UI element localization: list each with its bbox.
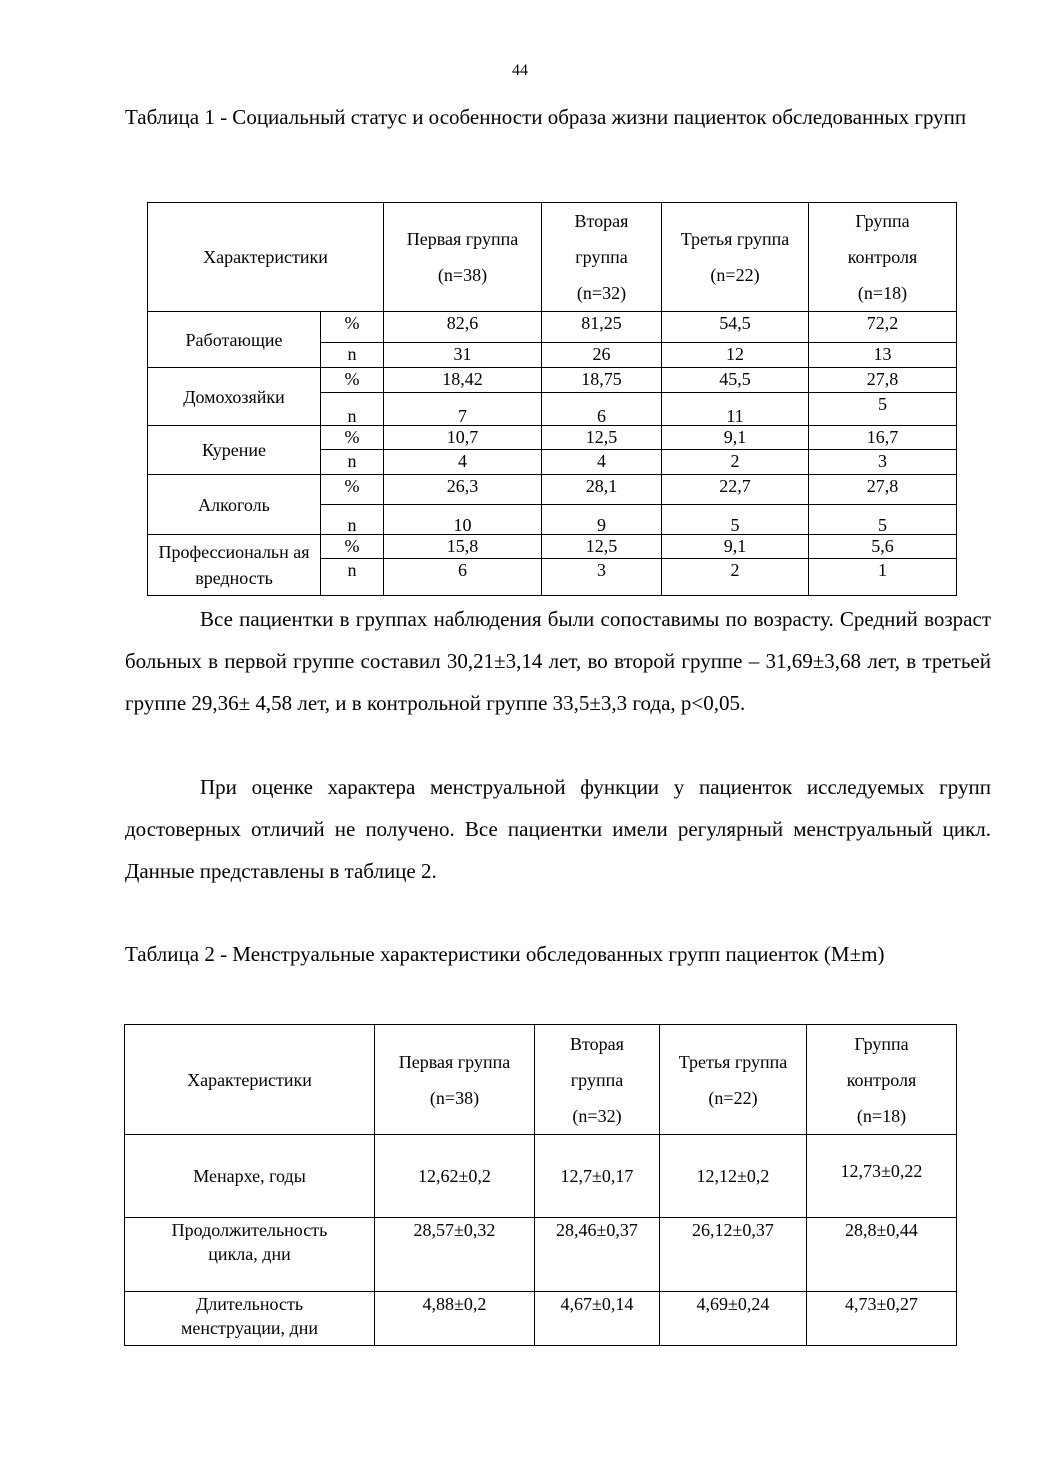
- row-label: Профессиональн ая вредность: [148, 535, 321, 596]
- table-cell: 12,5: [542, 535, 662, 559]
- table-cell: 26,3: [384, 475, 542, 505]
- unit-label: n: [321, 559, 384, 596]
- table-cell: 28,1: [542, 475, 662, 505]
- table-cell: 28,8±0,44: [807, 1218, 957, 1292]
- table-cell: 10: [384, 505, 542, 535]
- table-cell: 82,6: [384, 312, 542, 343]
- page-number: 44: [512, 62, 528, 79]
- table-cell: 27,8: [809, 368, 957, 393]
- table-cell: 7: [384, 393, 542, 426]
- table-cell: 12,12±0,2: [660, 1135, 807, 1218]
- table-cell: 16,7: [809, 426, 957, 450]
- table-cell: 45,5: [662, 368, 809, 393]
- header-group1: Первая группа (n=38): [375, 1025, 535, 1135]
- table-cell: 72,2: [809, 312, 957, 343]
- header-characteristics: Характеристики: [125, 1025, 375, 1135]
- header-group2: Вторая группа (n=32): [535, 1025, 660, 1135]
- table-cell: 28,46±0,37: [535, 1218, 660, 1292]
- table2-menstrual-characteristics: [124, 1024, 957, 1346]
- table-cell: 6: [384, 559, 542, 596]
- row-label: Курение: [148, 426, 321, 475]
- table2-caption: Таблица 2 - Менструальные характеристики обследованных групп пациенток (M±m): [125, 942, 885, 966]
- unit-label: n: [321, 450, 384, 475]
- table-row: [148, 312, 957, 343]
- row-label: Работающие: [148, 312, 321, 368]
- table-cell: 26: [542, 343, 662, 368]
- table-cell: 9: [542, 505, 662, 535]
- row-label: Продолжительность цикла, дни: [125, 1218, 375, 1292]
- table-cell: 4: [542, 450, 662, 475]
- table1-social-status: [147, 202, 957, 596]
- table-cell: 54,5: [662, 312, 809, 343]
- table-row: [125, 1218, 957, 1292]
- table-cell: 2: [662, 559, 809, 596]
- unit-label: %: [321, 368, 384, 393]
- table-cell: 4,69±0,24: [660, 1292, 807, 1346]
- unit-label: n: [321, 393, 384, 426]
- table-cell: 3: [809, 450, 957, 475]
- table-cell: 4,67±0,14: [535, 1292, 660, 1346]
- table-cell: 28,57±0,32: [375, 1218, 535, 1292]
- unit-label: %: [321, 312, 384, 343]
- unit-label: %: [321, 475, 384, 505]
- header-group1: Первая группа (n=38): [384, 203, 542, 312]
- table-cell: 26,12±0,37: [660, 1218, 807, 1292]
- table-cell: 5: [662, 505, 809, 535]
- table-cell: 18,42: [384, 368, 542, 393]
- table-cell: 6: [542, 393, 662, 426]
- table-cell: 9,1: [662, 535, 809, 559]
- table-cell: 22,7: [662, 475, 809, 505]
- table-cell: 13: [809, 343, 957, 368]
- row-label: Менархе, годы: [125, 1135, 375, 1218]
- table1-header-row: [148, 203, 957, 312]
- table-cell: 12,7±0,17: [535, 1135, 660, 1218]
- table-cell: 27,8: [809, 475, 957, 505]
- table-row: [125, 1292, 957, 1346]
- table-cell: 4,88±0,2: [375, 1292, 535, 1346]
- table-cell: 3: [542, 559, 662, 596]
- table-cell: 4: [384, 450, 542, 475]
- table-row: [148, 368, 957, 393]
- table-row: [148, 475, 957, 505]
- unit-label: %: [321, 426, 384, 450]
- table-cell: 15,8: [384, 535, 542, 559]
- paragraph-menstrual: При оценке характера менструальной функции у пациенток исследуемых групп достоверных отличий не получено. Все пациентки имели регулярный менструальный цикл. Данные представлены в таблице 2.: [125, 775, 991, 883]
- row-label: Домохозяйки: [148, 368, 321, 426]
- header-group3: Третья группа (n=22): [660, 1025, 807, 1135]
- header-control: Группа контроля (n=18): [809, 203, 957, 312]
- table-cell: 31: [384, 343, 542, 368]
- table1-caption: Таблица 1 - Социальный статус и особенности образа жизни пациенток обследованных групп: [125, 105, 967, 129]
- table-cell: 2: [662, 450, 809, 475]
- row-label: Алкоголь: [148, 475, 321, 535]
- table2-header-row: [125, 1025, 957, 1135]
- table-cell: 12,5: [542, 426, 662, 450]
- table-cell: 18,75: [542, 368, 662, 393]
- unit-label: n: [321, 343, 384, 368]
- paragraph-age: Все пациентки в группах наблюдения были сопоставимы по возрасту. Средний возраст больных в первой группе составил 30,21±3,14 лет, во второй группе – 31,69±3,68 лет, в третьей группе 29,36± 4,58 лет, и в контрольной группе 33,5±3,3 года, p<0,05.: [125, 607, 991, 715]
- table-row: [148, 535, 957, 559]
- header-group3: Третья группа (n=22): [662, 203, 809, 312]
- table-cell: 5,6: [809, 535, 957, 559]
- table-cell: 5: [809, 505, 957, 535]
- table-cell: 12,73±0,22: [807, 1135, 957, 1218]
- header-characteristics: Характеристики: [148, 203, 384, 312]
- table-cell: 12,62±0,2: [375, 1135, 535, 1218]
- table-row: [148, 426, 957, 450]
- table-cell: 1: [809, 559, 957, 596]
- unit-label: n: [321, 505, 384, 535]
- table-cell: 12: [662, 343, 809, 368]
- table-cell: 81,25: [542, 312, 662, 343]
- header-control: Группа контроля (n=18): [807, 1025, 957, 1135]
- table-row: [125, 1135, 957, 1218]
- table-cell: 5: [809, 393, 957, 426]
- table-cell: 4,73±0,27: [807, 1292, 957, 1346]
- table-cell: 9,1: [662, 426, 809, 450]
- row-label: Длительность менструации, дни: [125, 1292, 375, 1346]
- table-cell: 11: [662, 393, 809, 426]
- header-group2: Вторая группа (n=32): [542, 203, 662, 312]
- table-cell: 10,7: [384, 426, 542, 450]
- unit-label: %: [321, 535, 384, 559]
